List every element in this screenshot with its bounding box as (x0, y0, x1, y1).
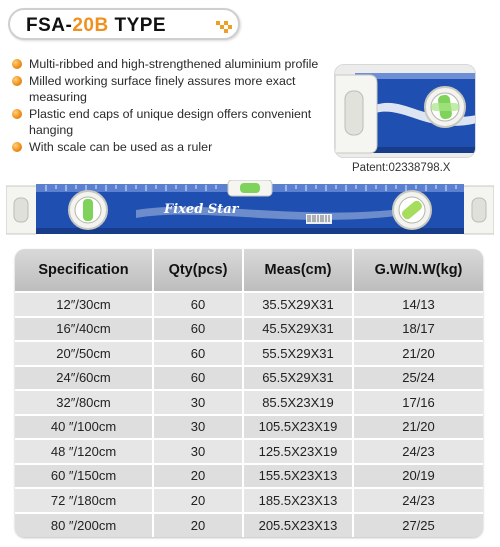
title-model: 20B (72, 15, 109, 36)
column-header-weight: G.W/N.W(kg) (353, 249, 483, 292)
page-title (26, 15, 166, 37)
cell-qty: 20 (153, 488, 243, 513)
patent-number: Patent:02338798.X (352, 162, 451, 174)
cell-qty: 60 (153, 366, 243, 391)
cell-spec: 16″/40cm (15, 317, 153, 342)
cell-spec: 20″/50cm (15, 341, 153, 366)
table-row (15, 488, 483, 513)
bullet-icon (12, 76, 22, 86)
cell-qty: 60 (153, 317, 243, 342)
cell-meas: 155.5X23X13 (243, 464, 353, 489)
cell-meas: 185.5X23X13 (243, 488, 353, 513)
cell-qty: 60 (153, 341, 243, 366)
cell-weight: 25/24 (353, 366, 483, 391)
cell-qty: 20 (153, 513, 243, 538)
cell-weight: 18/17 (353, 317, 483, 342)
table-row (15, 439, 483, 464)
cell-spec: 24″/60cm (15, 366, 153, 391)
feature-item (10, 106, 330, 139)
cell-weight: 24/23 (353, 488, 483, 513)
column-header-specification: Specification (15, 249, 153, 292)
cell-meas: 45.5X29X31 (243, 317, 353, 342)
table-row (15, 415, 483, 440)
table-row (15, 390, 483, 415)
cell-weight: 24/23 (353, 439, 483, 464)
cell-spec: 60 ″/150cm (15, 464, 153, 489)
table-row (15, 513, 483, 538)
cell-qty: 60 (153, 292, 243, 317)
cell-meas: 85.5X23X19 (243, 390, 353, 415)
cell-meas: 55.5X29X31 (243, 341, 353, 366)
feature-item (10, 56, 330, 73)
cell-meas: 35.5X29X31 (243, 292, 353, 317)
spec-table (15, 249, 483, 537)
cell-meas: 105.5X23X19 (243, 415, 353, 440)
cell-weight: 21/20 (353, 415, 483, 440)
cell-spec: 40 ″/100cm (15, 415, 153, 440)
bullet-icon (12, 109, 22, 119)
cell-qty: 30 (153, 439, 243, 464)
table-row (15, 366, 483, 391)
feature-text: With scale can be used as a ruler (29, 139, 213, 154)
feature-list (10, 56, 330, 155)
checker-decoration-icon (216, 21, 232, 33)
feature-item (10, 73, 330, 106)
bullet-icon (12, 59, 22, 69)
column-header-qty: Qty(pcs) (153, 249, 243, 292)
cell-spec: 72 ″/180cm (15, 488, 153, 513)
cell-meas: 205.5X23X13 (243, 513, 353, 538)
cell-spec: 80 ″/200cm (15, 513, 153, 538)
cell-weight: 14/13 (353, 292, 483, 317)
table-row (15, 464, 483, 489)
cell-spec: 12″/30cm (15, 292, 153, 317)
cell-qty: 20 (153, 464, 243, 489)
bullet-icon (12, 142, 22, 152)
cell-weight: 21/20 (353, 341, 483, 366)
end-cap-closeup-image (334, 64, 476, 158)
cell-qty: 30 (153, 415, 243, 440)
feature-item (10, 139, 330, 156)
feature-text: Multi-ribbed and high-strengthened aluminium profile (29, 57, 319, 71)
title-suffix: TYPE (108, 15, 167, 36)
cell-spec: 32″/80cm (15, 390, 153, 415)
column-header-meas: Meas(cm) (243, 249, 353, 292)
feature-text: Plastic end caps of unique design offers convenient hanging (29, 106, 312, 137)
table-row (15, 341, 483, 366)
cell-spec: 48 ″/120cm (15, 439, 153, 464)
cell-weight: 27/25 (353, 513, 483, 538)
table-row (15, 292, 483, 317)
title-prefix: FSA- (26, 15, 73, 36)
brand-logo: Fixed Star (164, 202, 239, 217)
table-header-row (15, 249, 483, 292)
cell-meas: 65.5X29X31 (243, 366, 353, 391)
cell-weight: 17/16 (353, 390, 483, 415)
feature-text: Milled working surface finely assures more exact measuring (29, 73, 296, 104)
cell-meas: 125.5X23X19 (243, 439, 353, 464)
table-row (15, 317, 483, 342)
cell-weight: 20/19 (353, 464, 483, 489)
spirit-level-image (6, 180, 494, 236)
cell-qty: 30 (153, 390, 243, 415)
product-title-pill (8, 8, 240, 40)
